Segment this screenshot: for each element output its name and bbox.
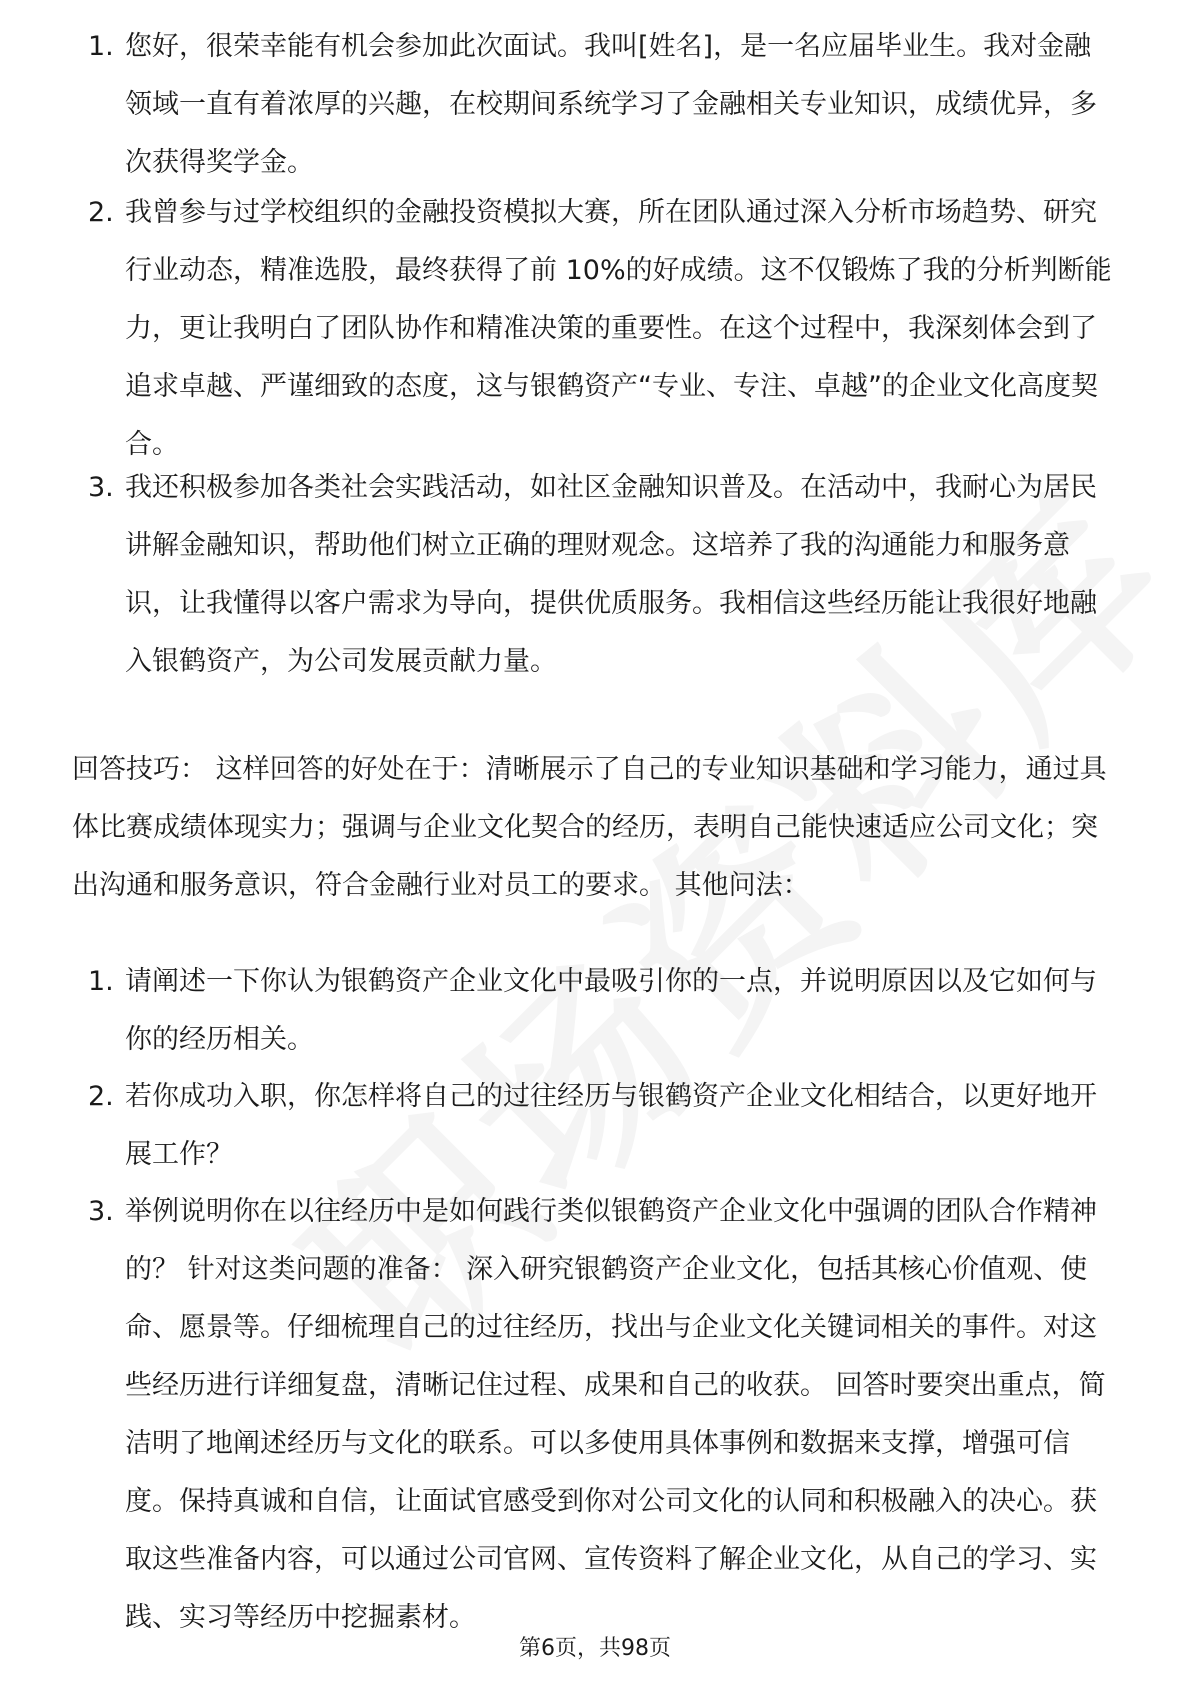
page-footer: 第6页，共98页 — [519, 1636, 671, 1661]
list-number: 3. — [88, 472, 114, 503]
list-item-text: 请阐述一下你认为银鹤资产企业文化中最吸引你的一点，并说明原因以及它如何与你的经历相关。 — [125, 966, 1097, 1055]
answer-tips-paragraph: 回答技巧： 这样回答的好处在于：清晰展示了自己的专业知识基础和学习能力，通过具体比赛成绩体现实力；强调与企业文化契合的经历，表明自己能快速适应公司文化；突出沟通和服务意识，符合金融行业对员工的要求。 其他问法： — [72, 754, 1107, 901]
list-number: 3. — [88, 1196, 114, 1227]
list-item-text: 若你成功入职，你怎样将自己的过往经历与银鹤资产企业文化相结合，以更好地开展工作？ — [125, 1081, 1097, 1170]
list-number: 1. — [88, 966, 114, 997]
list-number: 1. — [88, 31, 114, 62]
list-number: 2. — [88, 197, 114, 228]
list-item-text: 我曾参与过学校组织的金融投资模拟大赛，所在团队通过深入分析市场趋势、研究行业动态，精准选股，最终获得了前 10%的好成绩。这不仅锻炼了我的分析判断能力，更让我明白了团队协作和精准决策的重要性。在这个过程中，我深刻体会到了追求卓越、严谨细致的态度，这与银鹤资产“专业、专注、卓越”的企业文化高度契合。 — [125, 197, 1112, 460]
list-number: 2. — [88, 1081, 114, 1112]
list-item-text: 我还积极参加各类社会实践活动，如社区金融知识普及。在活动中，我耐心为居民讲解金融知识，帮助他们树立正确的理财观念。这培养了我的沟通能力和服务意识，让我懂得以客户需求为导向，提供优质服务。我相信这些经历能让我很好地融入银鹤资产，为公司发展贡献力量。 — [125, 472, 1097, 677]
list-item-text: 您好，很荣幸能有机会参加此次面试。我叫[姓名]，是一名应届毕业生。我对金融领域一直有着浓厚的兴趣，在校期间系统学习了金融相关专业知识，成绩优异，多次获得奖学金。 — [125, 31, 1097, 178]
list-item-text: 举例说明你在以往经历中是如何践行类似银鹤资产企业文化中强调的团队合作精神的？ 针对这类问题的准备： 深入研究银鹤资产企业文化，包括其核心价值观、使命、愿景等。仔细梳理自己的过往经历，找出与企业文化关键词相关的事件。对这些经历进行详细复盘，清晰记住过程、成果和自己的收获。 回答时要突出重点，简洁明了地阐述经历与文化的联系。可以多使用具体事例和数据来支撑，增强可信度。保持真诚和自信，让面试官感受到你对公司文化的认同和积极融入的决心。获取这些准备内容，可以通过公司官网、宣传资料了解企业文化，从自己的学习、实践、实习等经历中挖掘素材。 — [125, 1196, 1106, 1633]
